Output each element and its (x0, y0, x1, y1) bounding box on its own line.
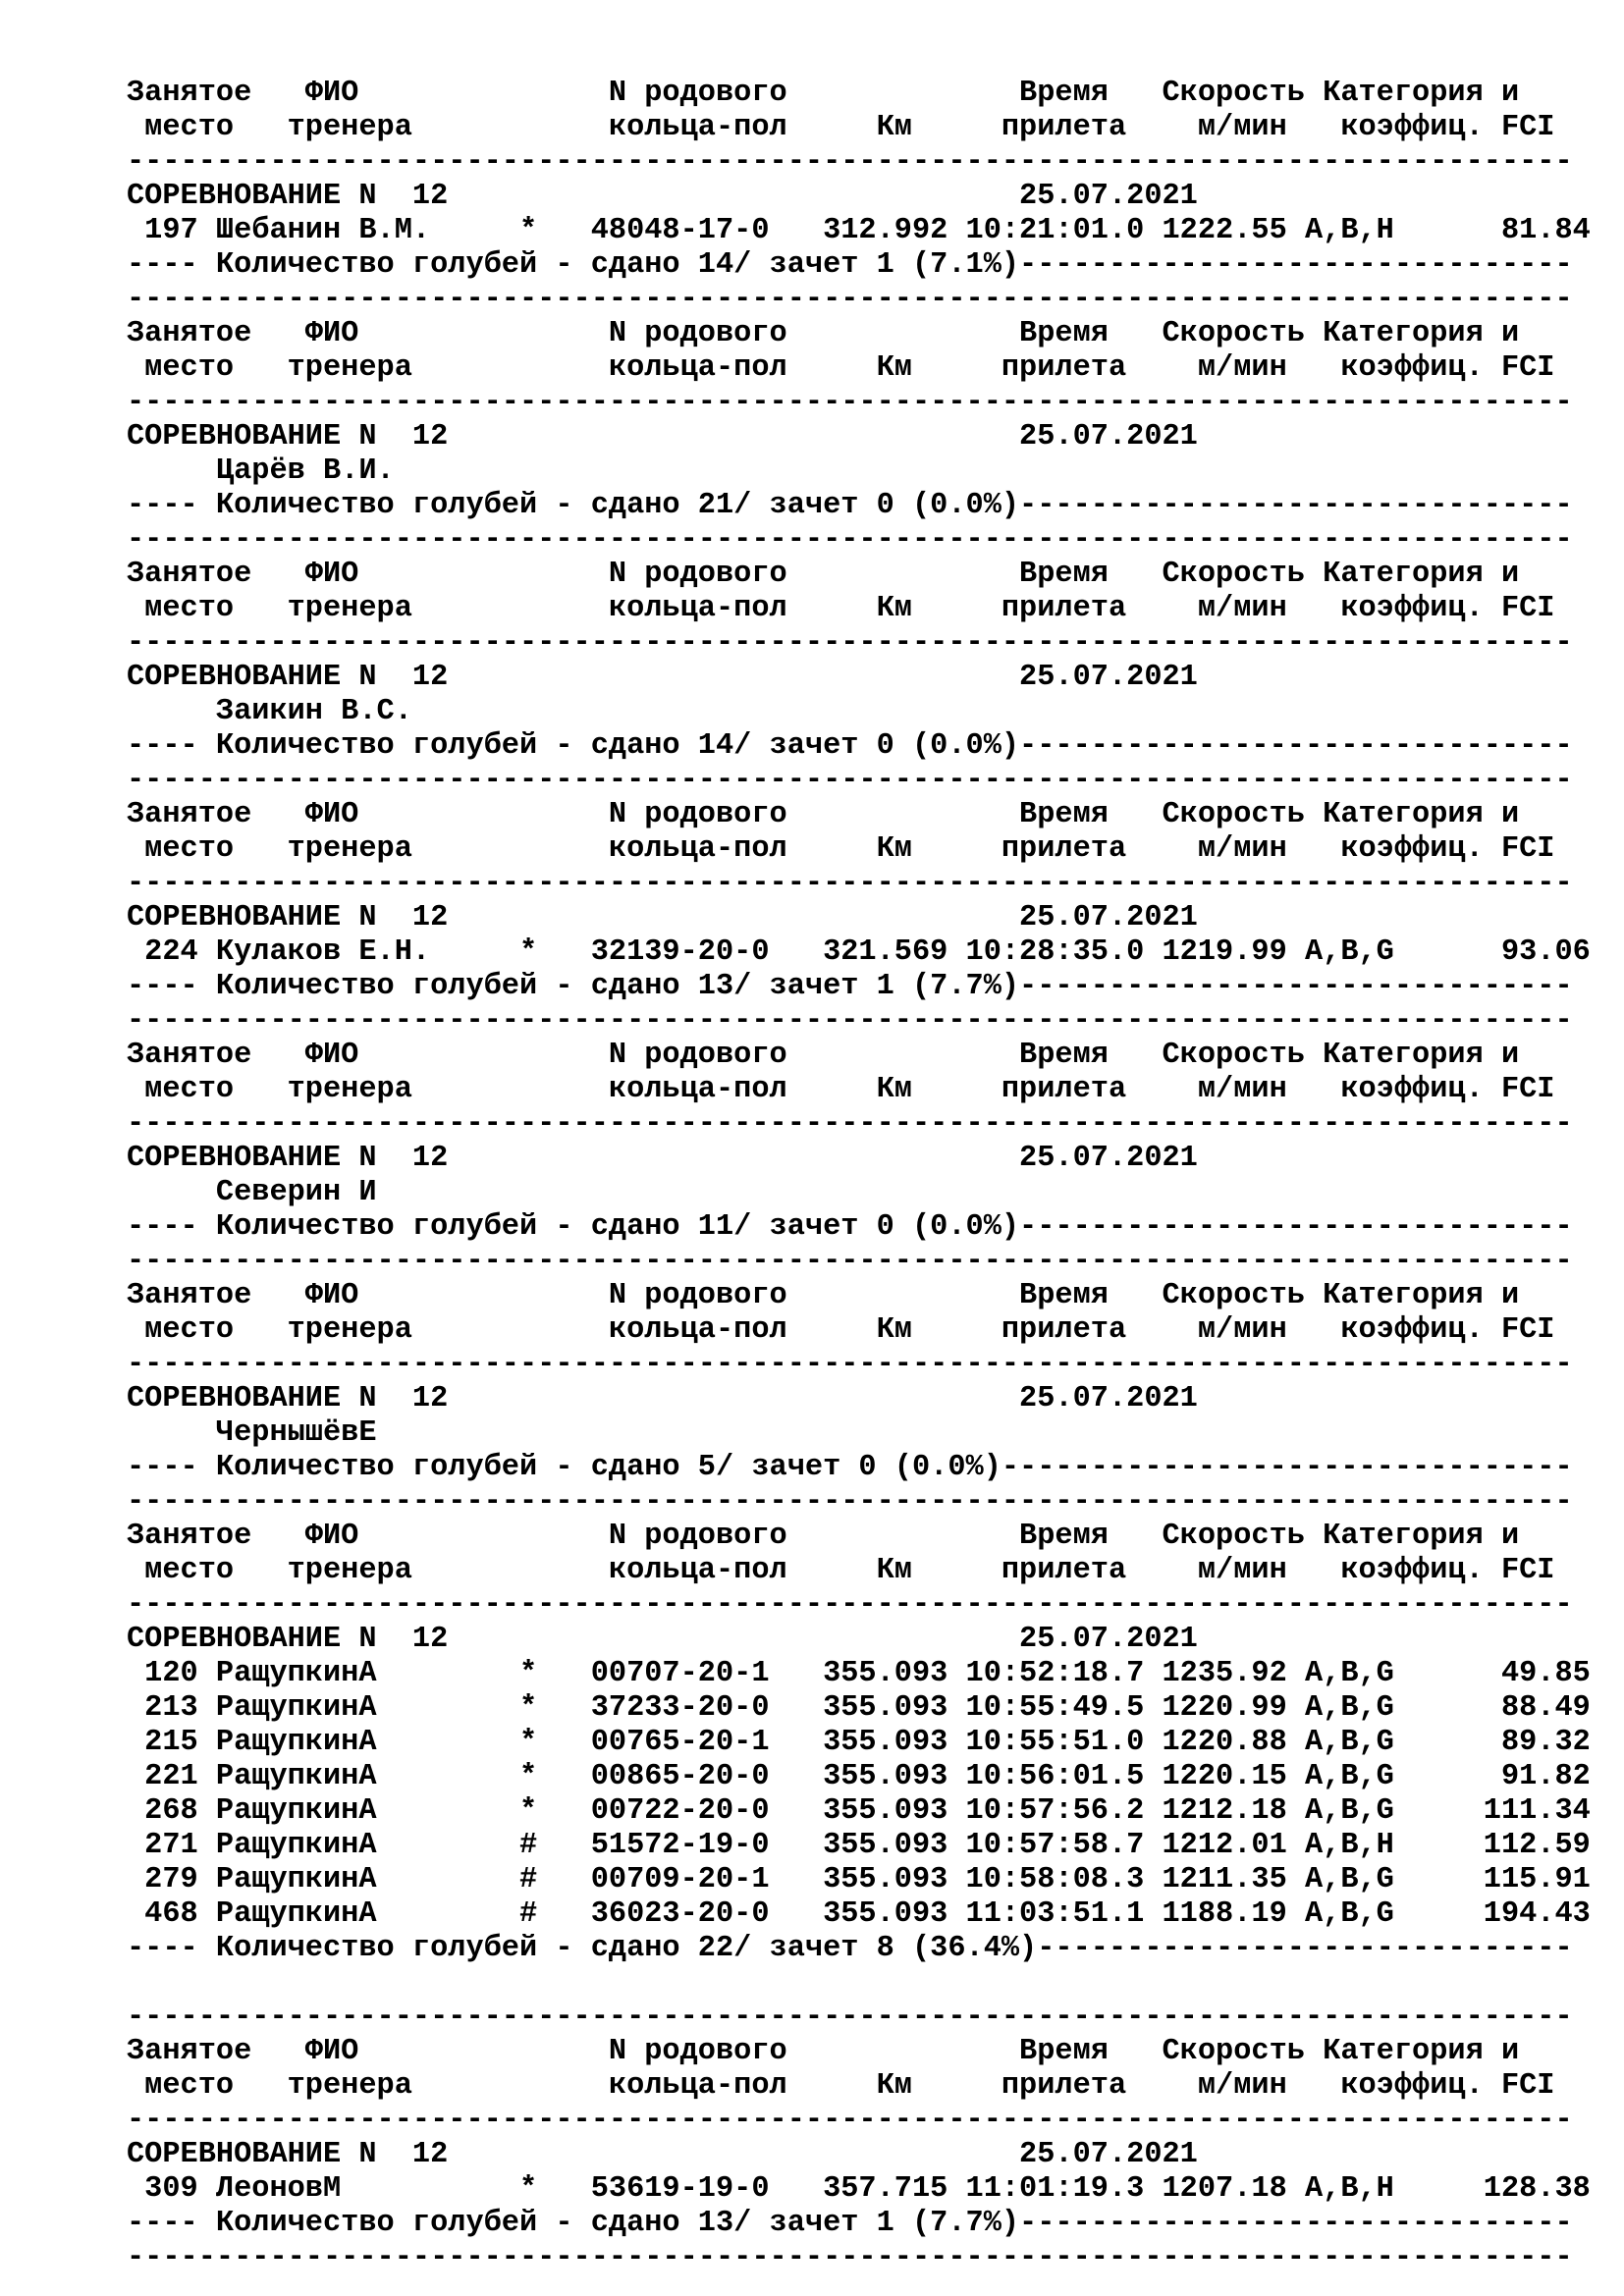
summary-line: ---- Количество голубей - сдано 13/ зачет 1 (7.7%)------------------------------- (127, 2207, 1573, 2240)
result-row: 215 РащупкинА * 00765-20-1 355.093 10:55:51.0 1220.88 A,B,G 89.32 (127, 1726, 1591, 1759)
result-row: 224 Кулаков Е.Н. * 32139-20-0 321.569 10:28:35.0 1219.99 A,B,G 93.06 (127, 935, 1591, 969)
competition-title: СОРЕВНОВАНИЕ N 12 25.07.2021 (127, 901, 1198, 934)
header-line-1: Занятое ФИО N родового Время Скорость Категория и (127, 317, 1520, 350)
separator-line: --------------------------------------------------------------------------------- (127, 2001, 1573, 2034)
separator-line: --------------------------------------------------------------------------------- (127, 523, 1573, 557)
competition-title: СОРЕВНОВАНИЕ N 12 25.07.2021 (127, 661, 1198, 694)
header-line-2: место тренера кольца-пол Км прилета м/мин коэффиц. FCI (127, 832, 1555, 866)
summary-line: ---- Количество голубей - сдано 5/ зачет 0 (0.0%)-------------------------------- (127, 1451, 1573, 1484)
header-line-2: место тренера кольца-пол Км прилета м/мин коэффиц. FCI (127, 2069, 1555, 2103)
result-row: 468 РащупкинА # 36023-20-0 355.093 11:03:51.1 1188.19 A,B,G 194.43 (127, 1897, 1591, 1931)
competition-title: СОРЕВНОВАНИЕ N 12 25.07.2021 (127, 420, 1198, 454)
result-row: 268 РащупкинА * 00722-20-0 355.093 10:57:56.2 1212.18 A,B,G 111.34 (127, 1794, 1591, 1828)
competition-title: СОРЕВНОВАНИЕ N 12 25.07.2021 (127, 1623, 1198, 1656)
header-line-2: место тренера кольца-пол Км прилета м/мин коэффиц. FCI (127, 1073, 1555, 1106)
header-line-2: место тренера кольца-пол Км прилета м/мин коэффиц. FCI (127, 1313, 1555, 1347)
summary-line: ---- Количество голубей - сдано 14/ зачет 0 (0.0%)------------------------------- (127, 729, 1573, 763)
competition-title: СОРЕВНОВАНИЕ N 12 25.07.2021 (127, 1382, 1198, 1415)
header-line-1: Занятое ФИО N родового Время Скорость Категория и (127, 798, 1520, 831)
separator-line: --------------------------------------------------------------------------------- (127, 1485, 1573, 1519)
summary-line: ---- Количество голубей - сдано 13/ зачет 1 (7.7%)------------------------------- (127, 970, 1573, 1003)
result-row: 279 РащупкинА # 00709-20-1 355.093 10:58:08.3 1211.35 A,B,G 115.91 (127, 1863, 1591, 1896)
summary-line: ---- Количество голубей - сдано 11/ зачет 0 (0.0%)------------------------------- (127, 1210, 1573, 1244)
result-row: Царёв В.И. (127, 454, 395, 488)
separator-line: --------------------------------------------------------------------------------- (127, 1245, 1573, 1278)
separator-line: --------------------------------------------------------------------------------- (127, 145, 1573, 179)
separator-line: --------------------------------------------------------------------------------- (127, 1107, 1573, 1141)
separator-line: --------------------------------------------------------------------------------- (127, 626, 1573, 660)
result-row: 221 РащупкинА * 00865-20-0 355.093 10:56:01.5 1220.15 A,B,G 91.82 (127, 1760, 1591, 1793)
separator-line: --------------------------------------------------------------------------------- (127, 283, 1573, 316)
summary-line: ---- Количество голубей - сдано 22/ зачет 8 (36.4%)------------------------------ (127, 1932, 1573, 1965)
separator-line: --------------------------------------------------------------------------------- (127, 2104, 1573, 2137)
separator-line: --------------------------------------------------------------------------------- (127, 1588, 1573, 1622)
header-line-1: Занятое ФИО N родового Время Скорость Категория и (127, 2035, 1520, 2068)
result-row: 309 ЛеоновМ * 53619-19-0 357.715 11:01:19.3 1207.18 A,B,H 128.38 (127, 2172, 1591, 2206)
results-report (127, 77, 1591, 2275)
competition-title: СОРЕВНОВАНИЕ N 12 25.07.2021 (127, 180, 1198, 213)
header-line-2: место тренера кольца-пол Км прилета м/мин коэффиц. FCI (127, 592, 1555, 625)
result-row: Заикин В.С. (127, 695, 412, 728)
separator-line: --------------------------------------------------------------------------------- (127, 1348, 1573, 1381)
summary-line: ---- Количество голубей - сдано 14/ зачет 1 (7.1%)------------------------------- (127, 248, 1573, 282)
separator-line: --------------------------------------------------------------------------------- (127, 867, 1573, 900)
separator-line: --------------------------------------------------------------------------------- (127, 386, 1573, 419)
result-row: ЧернышёвЕ (127, 1416, 377, 1450)
header-line-1: Занятое ФИО N родового Время Скорость Категория и (127, 1039, 1520, 1072)
header-line-1: Занятое ФИО N родового Время Скорость Категория и (127, 1520, 1520, 1553)
header-line-2: место тренера кольца-пол Км прилета м/мин коэффиц. FCI (127, 1554, 1555, 1587)
summary-line: ---- Количество голубей - сдано 21/ зачет 0 (0.0%)------------------------------- (127, 489, 1573, 522)
header-line-2: место тренера кольца-пол Км прилета м/мин коэффиц. FCI (127, 351, 1555, 385)
header-line-1: Занятое ФИО N родового Время Скорость Категория и (127, 558, 1520, 591)
competition-title: СОРЕВНОВАНИЕ N 12 25.07.2021 (127, 2138, 1198, 2171)
result-row: 213 РащупкинА * 37233-20-0 355.093 10:55:49.5 1220.99 A,B,G 88.49 (127, 1691, 1591, 1725)
result-row: 197 Шебанин В.М. * 48048-17-0 312.992 10:21:01.0 1222.55 A,B,H 81.84 (127, 214, 1591, 247)
competition-title: СОРЕВНОВАНИЕ N 12 25.07.2021 (127, 1142, 1198, 1175)
separator-line: --------------------------------------------------------------------------------- (127, 2241, 1573, 2274)
result-row: 120 РащупкинА * 00707-20-1 355.093 10:52:18.7 1235.92 A,B,G 49.85 (127, 1657, 1591, 1690)
separator-line: --------------------------------------------------------------------------------- (127, 764, 1573, 797)
result-row: 271 РащупкинА # 51572-19-0 355.093 10:57:58.7 1212.01 A,B,H 112.59 (127, 1829, 1591, 1862)
header-line-2: место тренера кольца-пол Км прилета м/мин коэффиц. FCI (127, 111, 1555, 144)
separator-line: --------------------------------------------------------------------------------- (127, 1004, 1573, 1038)
blank-line (127, 1966, 1591, 2001)
header-line-1: Занятое ФИО N родового Время Скорость Категория и (127, 77, 1520, 110)
result-row: Северин И (127, 1176, 377, 1209)
header-line-1: Занятое ФИО N родового Время Скорость Категория и (127, 1279, 1520, 1312)
